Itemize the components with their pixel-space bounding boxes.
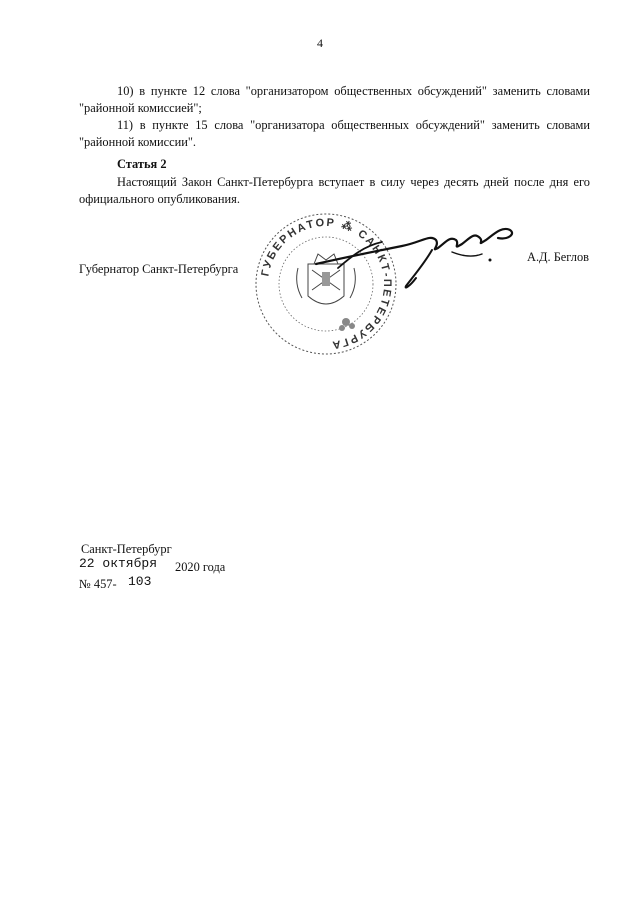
law-number-prefix: № 457- (79, 577, 117, 591)
page-number: 4 (317, 36, 323, 50)
governor-name: А.Д. Беглов (527, 250, 589, 264)
law-number-value: 103 (128, 574, 152, 589)
article-text: Настоящий Закон Санкт-Петербурга вступает в силу через десять дней после дня его официального опубликования. (79, 175, 590, 206)
svg-text:ГУБЕРНАТОР ⁂ САНКТ-ПЕТЕРБУРГА: ГУБЕРНАТОР ⁂ САНКТ-ПЕТЕРБУРГА (259, 216, 394, 351)
date-day-month: 22 октября (79, 556, 158, 571)
governor-title: Губернатор Санкт-Петербурга (79, 262, 239, 276)
amendment-10: 10) в пункте 12 слова "организатором общественных обсуждений" заменить словами "районной комиссией"; (79, 84, 590, 115)
handwritten-signature (312, 212, 522, 290)
place-of-signing: Санкт-Петербург (81, 542, 172, 556)
amendment-11: 11) в пункте 15 слова "организатора общественных обсуждений" заменить словами "районной комиссии". (79, 118, 590, 149)
article-title: Статья 2 (117, 157, 167, 171)
signing-date (79, 556, 279, 574)
date-year: 2020 года (175, 560, 226, 574)
law-number (79, 574, 279, 592)
